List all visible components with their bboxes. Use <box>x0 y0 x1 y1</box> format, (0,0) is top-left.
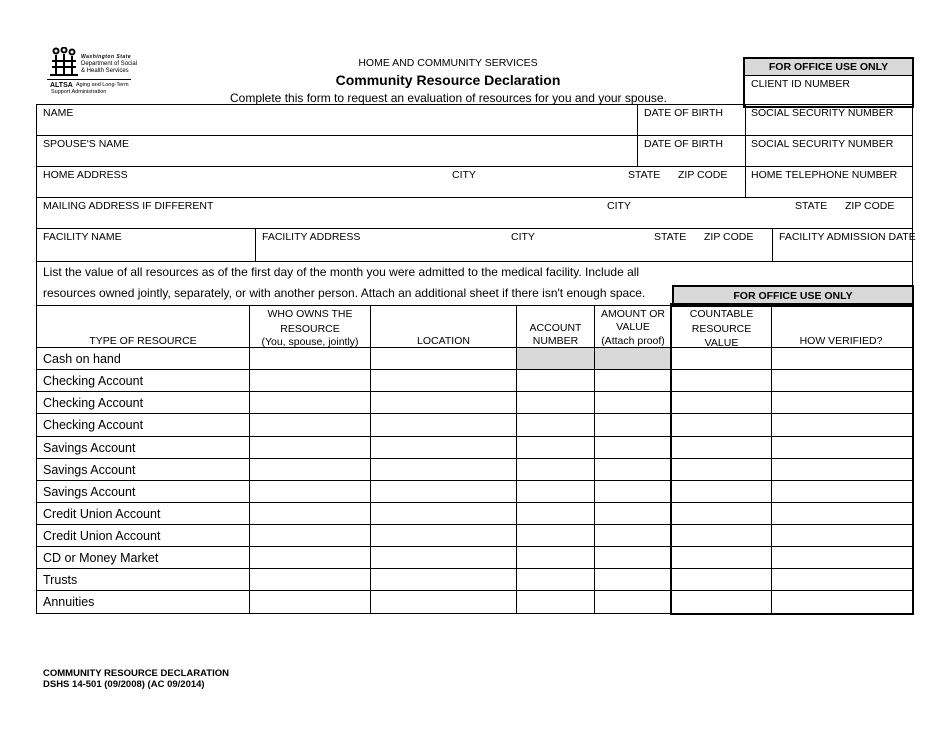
facility-name-label: FACILITY NAME <box>43 231 122 243</box>
dshs-logo <box>45 47 138 97</box>
spouse-dob-label: DATE OF BIRTH <box>644 138 723 150</box>
col-countable-header <box>672 308 771 350</box>
table-line <box>249 305 250 613</box>
table-row-label: Checking Account <box>43 374 144 388</box>
table-row-label: Savings Account <box>43 463 136 477</box>
table-row-label: Trusts <box>43 573 78 587</box>
altsa-desc-line1: Aging and Long-Term <box>76 82 129 88</box>
facility-zip-label: ZIP CODE <box>704 231 754 243</box>
agency-state: Washington State <box>81 54 132 60</box>
col-location-header: LOCATION <box>417 335 470 347</box>
col-countable-header-line2: RESOURCE <box>691 322 752 335</box>
home-state-label: STATE <box>628 169 661 181</box>
resource-instructions-line1: List the value of all resources as of the first day of the month you were admitted to the medical facility. Include all <box>43 265 640 279</box>
col-owner-header-line3: (You, spouse, jointly) <box>261 336 359 348</box>
resource-instructions-line2: resources owned jointly, separately, or with another person. Attach an additional sheet if there isn't enough space. <box>43 286 646 300</box>
form-instructions: Complete this form to request an evaluation of resources for you and your spouse. <box>230 91 667 105</box>
col-amount-header-line3: (Attach proof) <box>601 335 665 347</box>
table-line <box>516 305 517 613</box>
grid-line <box>912 104 913 285</box>
program-name: HOME AND COMMUNITY SERVICES <box>358 57 538 69</box>
col-owner-header <box>250 308 370 349</box>
office-use-columns-frame <box>670 303 914 615</box>
table-row-label: Checking Account <box>43 396 144 410</box>
form-title: Community Resource Declaration <box>335 72 561 88</box>
col-account-header-line1: ACCOUNT <box>529 322 582 334</box>
table-row-label: Checking Account <box>43 418 144 432</box>
col-account-header-line2: NUMBER <box>532 334 579 347</box>
col-owner-header-line2: RESOURCE <box>280 322 340 335</box>
table-row-label: Credit Union Account <box>43 529 161 543</box>
mailing-city-label: CITY <box>607 200 631 212</box>
table-line <box>370 305 371 613</box>
spouse-name-label: SPOUSE'S NAME <box>43 138 130 150</box>
table-row-label: Cash on hand <box>43 352 121 366</box>
table-row-label: Credit Union Account <box>43 507 161 521</box>
mailing-zip-label: ZIP CODE <box>845 200 895 212</box>
altsa-mark: ALTSA <box>50 82 73 89</box>
col-owner-header-line1: WHO OWNS THE <box>267 308 353 320</box>
table-line <box>36 305 672 306</box>
grid-line <box>36 261 913 262</box>
home-phone-label: HOME TELEPHONE NUMBER <box>751 169 898 181</box>
facility-address-label: FACILITY ADDRESS <box>262 231 361 243</box>
col-amount-header <box>595 308 671 348</box>
footer-form-number: DSHS 14-501 (09/2008) (AC 09/2014) <box>43 679 205 690</box>
mailing-address-label: MAILING ADDRESS IF DIFFERENT <box>43 200 214 212</box>
table-line <box>36 613 672 614</box>
facility-state-label: STATE <box>654 231 687 243</box>
col-verified-header: HOW VERIFIED? <box>799 335 883 347</box>
name-label: NAME <box>43 107 74 119</box>
home-zip-label: ZIP CODE <box>678 169 728 181</box>
agency-dept-line1: Department of Social <box>81 61 138 67</box>
col-account-header <box>517 322 594 347</box>
altsa-desc-line2: Support Administration <box>51 89 107 95</box>
table-line <box>594 305 595 613</box>
home-address-label: HOME ADDRESS <box>43 169 128 181</box>
home-city-label: CITY <box>452 169 476 181</box>
name-field[interactable] <box>37 105 636 135</box>
agency-dept-line2: & Health Services <box>81 68 129 74</box>
col-countable-header-line3: VALUE <box>704 337 739 349</box>
spouse-ssn-label: SOCIAL SECURITY NUMBER <box>751 138 894 150</box>
col-amount-header-line1: AMOUNT OR <box>601 308 665 320</box>
office-use-table-title: FOR OFFICE USE ONLY <box>672 285 914 307</box>
facility-city-label: CITY <box>511 231 535 243</box>
dshs-people-icon <box>48 47 80 79</box>
table-row-label: Savings Account <box>43 441 136 455</box>
mailing-state-label: STATE <box>795 200 828 212</box>
logo-divider <box>47 79 131 80</box>
col-countable-header-line1: COUNTABLE <box>689 308 754 320</box>
col-amount-header-line2: VALUE <box>616 320 650 333</box>
ssn-label: SOCIAL SECURITY NUMBER <box>751 107 894 119</box>
table-row-label: CD or Money Market <box>43 551 159 565</box>
office-use-title: FOR OFFICE USE ONLY <box>745 59 912 76</box>
col-type-header: TYPE OF RESOURCE <box>89 335 197 347</box>
admission-date-label: FACILITY ADMISSION DATE <box>779 231 916 243</box>
footer-form-name: COMMUNITY RESOURCE DECLARATION <box>43 668 229 679</box>
client-id-label: CLIENT ID NUMBER <box>751 78 850 90</box>
table-row-label: Annuities <box>43 595 95 609</box>
table-row-label: Savings Account <box>43 485 136 499</box>
dob-label: DATE OF BIRTH <box>644 107 723 119</box>
